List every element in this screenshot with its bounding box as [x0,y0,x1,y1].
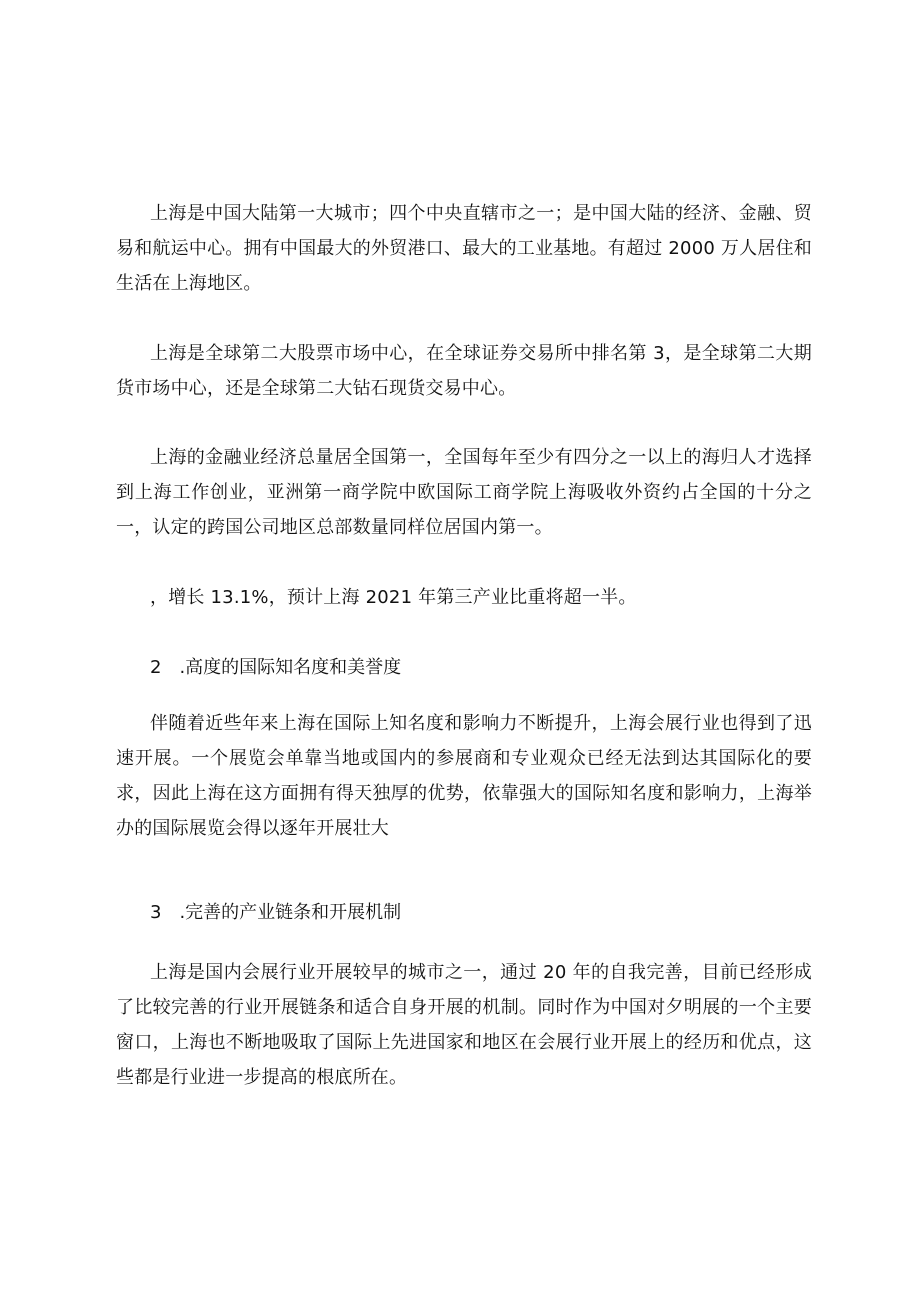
paragraph-growth: ，增长 13.1%，预计上海 2021 年第三产业比重将超一半。 [150,587,637,608]
paragraph-finance: 上海的金融业经济总量居全国第一，全国每年至少有四分之一以上的海归人才选择到上海工作创业，亚洲第一商学院中欧国际工商学院上海吸收外资约占全国的十分之一，认定的跨国公司地区总部数量同样位居国内第一。 [116,447,812,538]
paragraph-stock-market: 上海是全球第二大股票市场中心，在全球证券交易所中排名第 3，是全球第二大期货市场中心，还是全球第二大钻石现货交易中心。 [116,343,812,399]
paragraph-industry-chain: 上海是国内会展行业开展较早的城市之一，通过 20 年的自我完善，目前已经形成了比较完善的行业开展链条和适合自身开展的机制。同时作为中国对夕明展的一个主要窗口，上海也不断地吸取了国际上先进国家和地区在会展行业开展上的经历和优点，这些都是行业进一步提高的根底所在。 [116,962,812,1088]
section-heading-reputation: 2 .高度的国际知名度和美誉度 [150,657,402,678]
paragraph-shanghai-overview: 上海是中国大陆第一大城市；四个中央直辖市之一；是中国大陆的经济、金融、贸易和航运中心。拥有中国最大的外贸港口、最大的工业基地。有超过 2000 万人居住和生活在上海地区。 [116,203,812,294]
section-heading-industry-chain: 3 .完善的产业链条和开展机制 [150,902,402,923]
paragraph-international-reputation: 伴随着近些年来上海在国际上知名度和影响力不断提升，上海会展行业也得到了迅速开展。一个展览会单靠当地或国内的参展商和专业观众已经无法到达其国际化的要求，因此上海在这方面拥有得天独厚的优势，依靠强大的国际知名度和影响力，上海举办的国际展览会得以逐年开展壮大 [116,713,812,839]
